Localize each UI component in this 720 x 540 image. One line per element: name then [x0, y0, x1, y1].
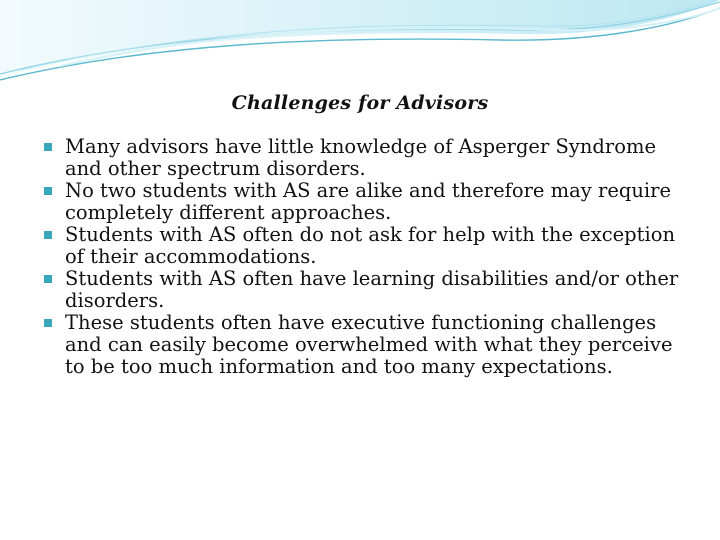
square-bullet-icon [44, 187, 52, 195]
bullet-item [42, 312, 682, 378]
square-bullet-icon [44, 143, 52, 151]
bullet-text: These students often have executive functioning challenges and can easily become overwhelmed with what they perceive to be too much information and too many expectations. [65, 311, 673, 378]
square-bullet-icon [44, 319, 52, 327]
bullet-item [42, 268, 682, 312]
bullet-item [42, 136, 682, 180]
square-bullet-icon [44, 275, 52, 283]
header-swoosh-decoration [0, 0, 720, 90]
bullet-text: No two students with AS are alike and therefore may require completely different approaches. [65, 179, 672, 224]
square-bullet-icon [44, 231, 52, 239]
bullet-item [42, 224, 682, 268]
bullet-text: Students with AS often have learning disabilities and/or other disorders. [65, 267, 679, 312]
slide-title: Challenges for Advisors [231, 92, 489, 114]
bullet-item [42, 180, 682, 224]
bullet-list [42, 136, 682, 378]
bullet-text: Many advisors have little knowledge of Asperger Syndrome and other spectrum disorders. [65, 135, 656, 180]
bullet-text: Students with AS often do not ask for help with the exception of their accommodations. [65, 223, 676, 268]
